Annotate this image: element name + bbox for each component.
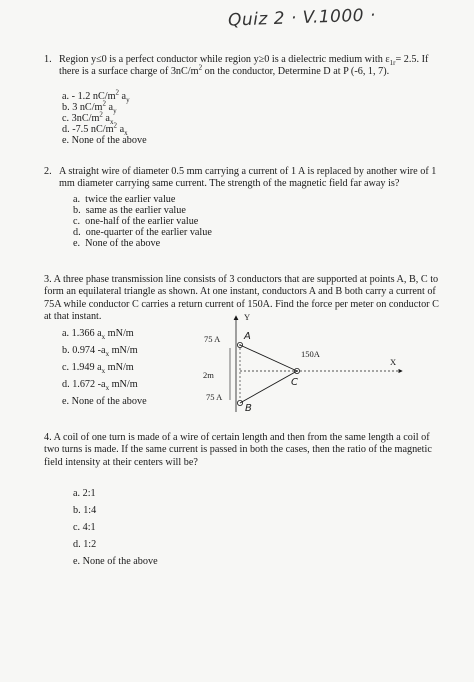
- question-number: 4.: [44, 432, 52, 443]
- current-dot-a: [239, 344, 241, 346]
- current-b-label: 75 A: [206, 392, 223, 402]
- option-a[interactable]: a. twice the earlier value: [73, 194, 176, 205]
- current-dot-c: [296, 370, 298, 372]
- option-c[interactable]: c. 1.949 $a_x$ mN/m: [62, 362, 134, 376]
- option-d[interactable]: d. 1.672 $-a_x$ mN/m: [62, 379, 138, 393]
- option-e[interactable]: e. None of the above: [62, 396, 147, 407]
- question-text: A straight wire of diameter 0.5 mm carrying a current of 1 A is replaced by another wire of 1 mm diameter carrying same current. The strength of the magnetic field far away is?: [59, 166, 437, 190]
- option-b[interactable]: b. 0.974 $-a_x$ mN/m: [62, 345, 138, 359]
- question-text: 4. A coil of one turn is made of a wire of certain length and then from the same length a coil of two turns is made. If the same current is passed in both the cases, then the ratio of the magnetic field intensity at their centers will be?: [44, 432, 432, 468]
- question-1: [44, 54, 444, 79]
- option-e[interactable]: e. None of the above: [73, 238, 161, 249]
- option-b[interactable]: b. 1:4: [73, 505, 97, 516]
- point-a-label: A: [244, 331, 251, 342]
- distance-label: 2m: [203, 370, 214, 380]
- question-number: 1.: [44, 54, 52, 65]
- question-text: 3. A three phase transmission line consists of 3 conductors that are supported at points A, B, C to form an equilateral triangle as shown. At one instant, conductors A and B both carry a current of 75A while conductor C carries a return current of 150A. Find the force per meter on conductor C at that instant.: [44, 274, 439, 323]
- option-a[interactable]: a. 1.366 $a_x$ mN/m: [62, 328, 134, 342]
- handwritten-title: Quiz 2 · V.1000 ·: [227, 5, 377, 31]
- question-number: 2.: [44, 166, 52, 177]
- triangle-figure: [190, 312, 420, 422]
- question-2: [44, 166, 444, 191]
- option-d[interactable]: d. one-quarter of the earlier value: [73, 227, 212, 238]
- y-axis-label: Y: [244, 312, 251, 322]
- point-c-label: C: [291, 377, 298, 388]
- option-c[interactable]: c. one-half of the earlier value: [73, 216, 199, 227]
- option-e[interactable]: e. None of the above: [73, 556, 158, 567]
- side-b-c: [240, 371, 297, 403]
- option-c[interactable]: c. $3nC/m^2$ $a_x$: [62, 110, 114, 127]
- option-b[interactable]: b. same as the earlier value: [73, 205, 186, 216]
- question-number: 3.: [44, 274, 52, 285]
- x-axis-label: X: [390, 357, 397, 367]
- option-c[interactable]: c. 4:1: [73, 522, 96, 533]
- point-b-label: B: [245, 403, 252, 414]
- question-4: [44, 432, 444, 469]
- option-a[interactable]: a. 2:1: [73, 488, 96, 499]
- side-a-c: [240, 345, 297, 371]
- option-b[interactable]: b. 3 $nC/m^2$ $a_y$: [62, 99, 117, 116]
- option-d[interactable]: d. 1:2: [73, 539, 97, 550]
- option-d[interactable]: d. -7.5 $nC/m^2$ $a_x$: [62, 121, 128, 138]
- question-text: Region y≤0 is a perfect conductor while region y≥0 is a dielectric medium with $\varepsilon_{1r}= 2.5$. If there is a surface charge of $3nC/m^2$ on the conductor, Determine D at P (-6, 1, 7).: [59, 54, 429, 78]
- option-a[interactable]: a. - 1.2 $nC/m^2$ $a_y$: [62, 88, 130, 105]
- option-e[interactable]: e. None of the above: [62, 135, 147, 146]
- current-a-label: 75 A: [204, 334, 221, 344]
- current-c-label: 150A: [301, 349, 320, 359]
